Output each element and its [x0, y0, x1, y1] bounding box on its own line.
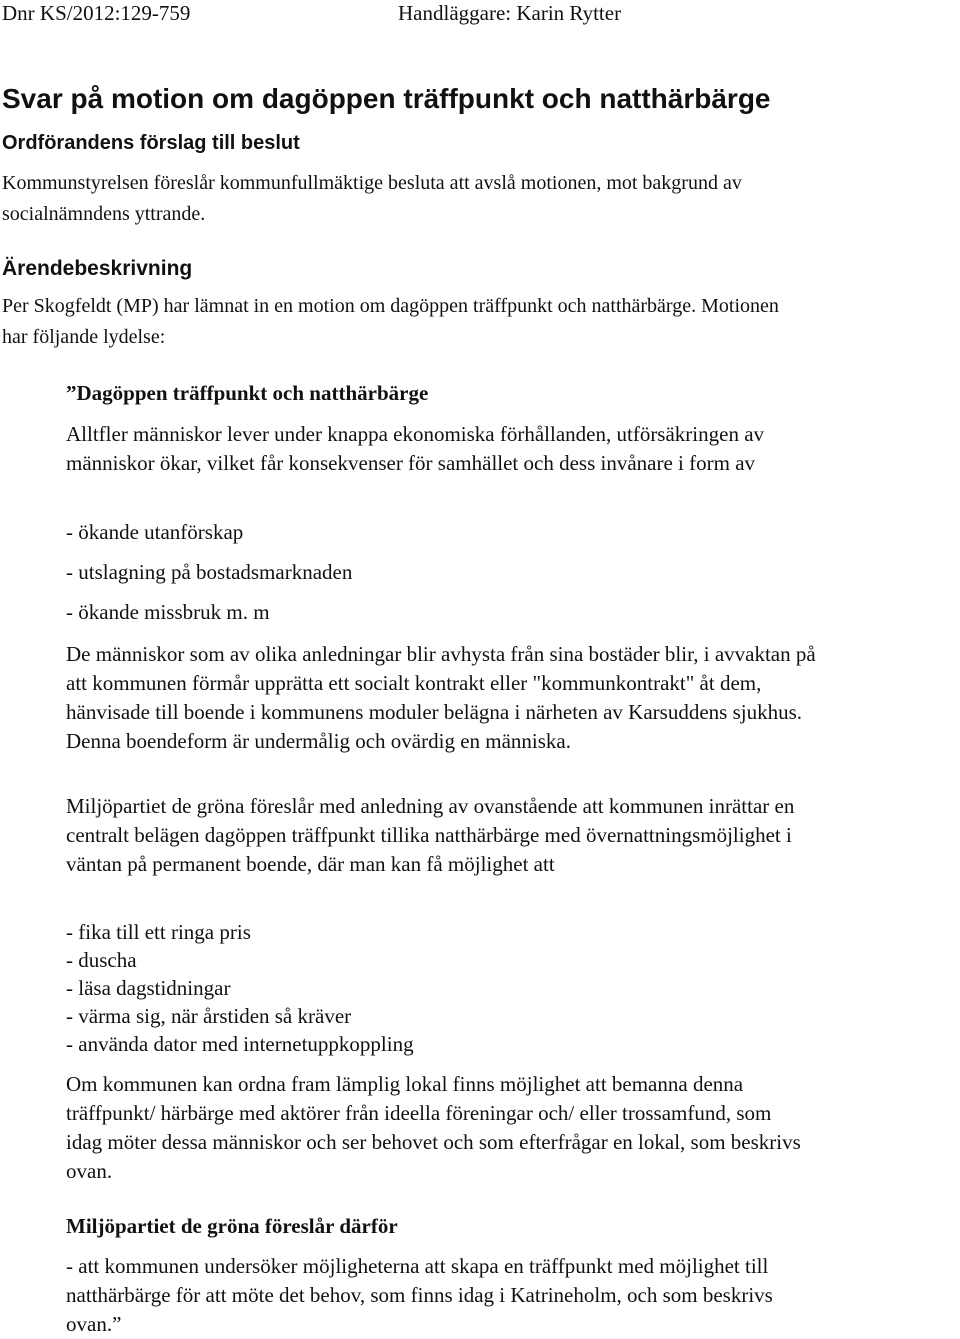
- motion-title: ”Dagöppen träffpunkt och natthärbärge: [66, 381, 429, 405]
- consequence-item: - ökande utanförskap: [66, 520, 244, 544]
- case-number: Dnr KS/2012:129-759: [2, 1, 191, 25]
- consequence-item: - utslagning på bostadsmarknaden: [66, 560, 353, 584]
- motion-intro: Alltfler människor lever under knappa ekonomiska förhållanden, utförsäkringen av människor ökar, vilket får konsekvenser för samhället och dess invånare i form av: [66, 422, 765, 475]
- motion-paragraph-1: De människor som av olika anledningar blir avhysta från sina bostäder blir, i avvaktan på att kommunen förmår upprätta ett socialt kontrakt eller "kommunkontrakt" åt dem, hänvisade till boende i kommunens moduler belägna i närheten av Karsuddens sjukhus. Denna boendeform är undermålig och ovärdig en människa.: [66, 642, 816, 753]
- motion-proposal-text: - att kommunen undersöker möjligheterna att skapa en träffpunkt med möjlighet till natthärbärge för att möte det behov, som finns idag i Katrineholm, och som beskrivs ovan.”: [66, 1254, 773, 1336]
- motion-proposal-heading: Miljöpartiet de gröna föreslår därför: [66, 1214, 398, 1238]
- motion-paragraph-3: Om kommunen kan ordna fram lämplig lokal finns möjlighet att bemanna denna träffpunkt/ härbärge med aktörer från ideella föreningar och/ eller trossamfund, som idag möter dessa människor och ser behovet och som efterfrågar en lokal, som beskrivs ovan.: [66, 1072, 801, 1183]
- description-heading: Ärendebeskrivning: [2, 257, 193, 280]
- case-officer: Handläggare: Karin Rytter: [398, 1, 622, 25]
- proposal-heading: Ordförandens förslag till beslut: [2, 132, 300, 154]
- list-item: - värma sig, när årstiden så kräver: [66, 1004, 352, 1028]
- motion-paragraph-2: Miljöpartiet de gröna föreslår med anledning av ovanstående att kommunen inrättar en centralt belägen dagöppen träffpunkt tillika natthärbärge med övernattningsmöjlighet i väntan på permanent boende, där man kan få möjlighet att: [66, 794, 795, 876]
- list-item: - fika till ett ringa pris: [66, 920, 251, 944]
- list-item: - läsa dagstidningar: [66, 976, 231, 1000]
- document-header: [0, 0, 960, 30]
- list-item: - duscha: [66, 948, 137, 972]
- proposal-text: Kommunstyrelsen föreslår kommunfullmäktige besluta att avslå motionen, mot bakgrund av socialnämndens yttrande.: [2, 172, 742, 225]
- list-item: - använda dator med internetuppkoppling: [66, 1032, 414, 1056]
- consequence-item: - ökande missbruk m. m: [66, 600, 270, 624]
- description-text: Per Skogfeldt (MP) har lämnat in en motion om dagöppen träffpunkt och natthärbärge. Motionen har följande lydelse:: [2, 295, 779, 348]
- possibilities-list: [66, 918, 414, 1058]
- page-title: Svar på motion om dagöppen träffpunkt och natthärbärge: [2, 83, 771, 114]
